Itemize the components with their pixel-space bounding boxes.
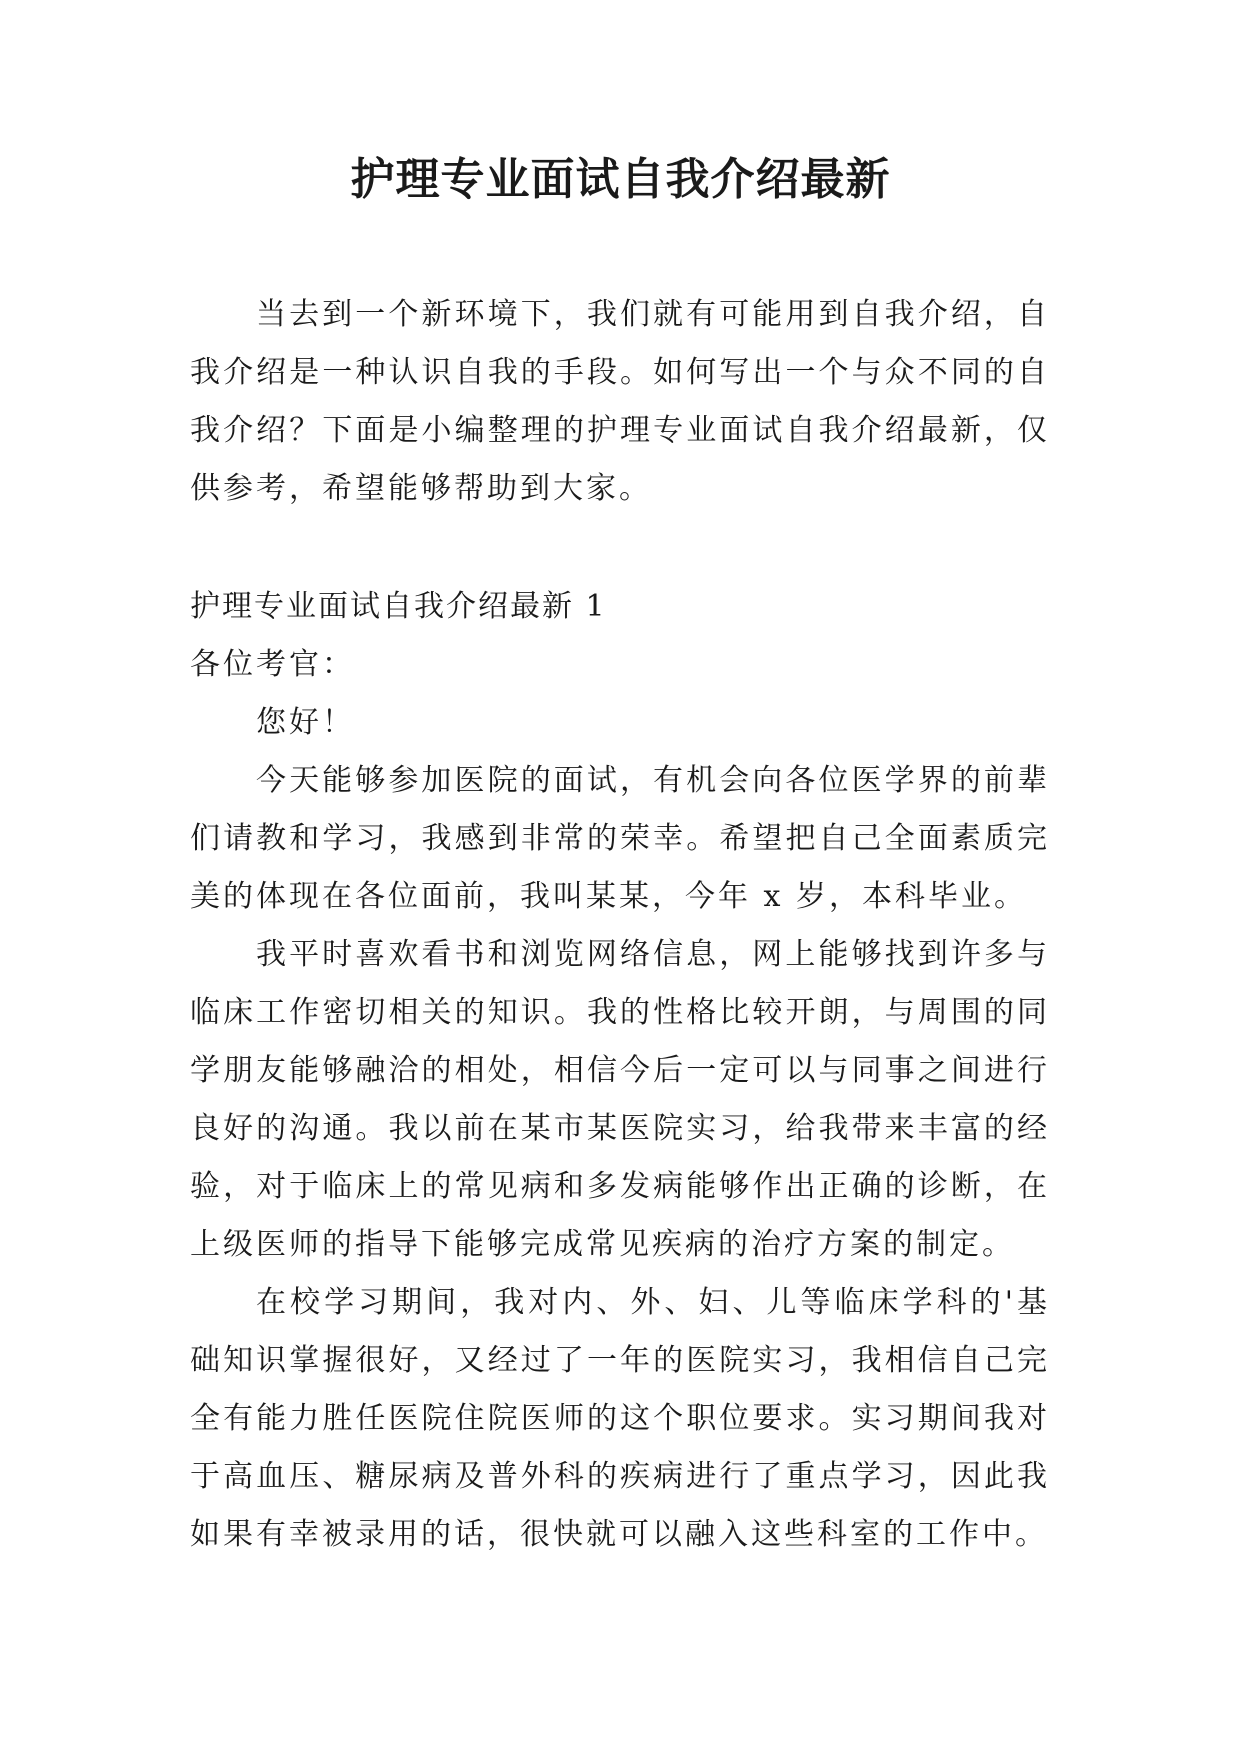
intro-section — [190, 286, 1050, 518]
body-paragraph: 我平时喜欢看书和浏览网络信息，网上能够找到许多与临床工作密切相关的知识。我的性格比较开朗，与周围的同学朋友能够融洽的相处，相信今后一定可以与同事之间进行良好的沟通。我以前在某市某医院实习，给我带来丰富的经验，对于临床上的常见病和多发病能够作出正确的诊断，在上级医师的指导下能够完成常见疾病的治疗方案的制定。 — [190, 937, 1050, 1262]
salutation: 各位考官： — [190, 647, 355, 682]
greeting: 您好！ — [256, 705, 355, 740]
section-1 — [190, 578, 1050, 1564]
intro-paragraph: 当去到一个新环境下，我们就有可能用到自我介绍，自我介绍是一种认识自我的手段。如何写出一个与众不同的自我介绍？下面是小编整理的护理专业面试自我介绍最新，仅供参考，希望能够帮助到大家。 — [190, 297, 1050, 506]
body-paragraph: 今天能够参加医院的面试，有机会向各位医学界的前辈们请教和学习，我感到非常的荣幸。希望把自己全面素质完美的体现在各位面前，我叫某某，今年 x 岁，本科毕业。 — [190, 763, 1050, 914]
body-paragraph: 在校学习期间，我对内、外、妇、儿等临床学科的'基础知识掌握很好，又经过了一年的医院实习，我相信自己完全有能力胜任医院住院医师的这个职位要求。实习期间我对于高血压、糖尿病及普外科的疾病进行了重点学习，因此我如果有幸被录用的话，很快就可以融入这些科室的工作中。 — [190, 1285, 1050, 1552]
section-heading: 护理专业面试自我介绍最新 1 — [190, 589, 607, 624]
document-title: 护理专业面试自我介绍最新 — [350, 154, 891, 205]
